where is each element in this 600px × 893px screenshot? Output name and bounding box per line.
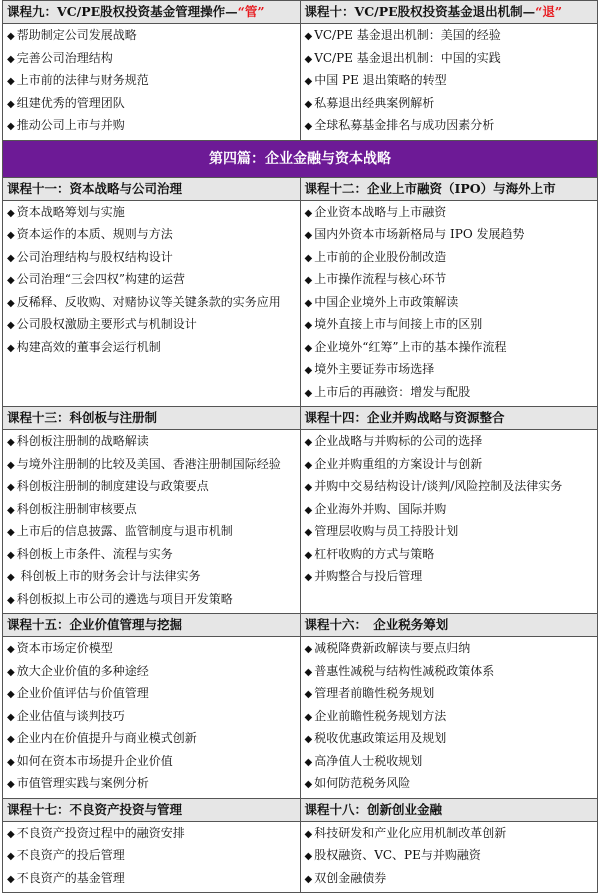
- diamond-bullet-icon: ◆: [304, 252, 313, 264]
- course-16: [300, 614, 598, 799]
- course-item-text: 如何防范税务风险: [314, 776, 411, 790]
- course-row-4: [3, 614, 598, 799]
- diamond-bullet-icon: ◆: [7, 121, 15, 132]
- course-item-text: 企业内在价值提升与商业模式创新: [16, 731, 197, 745]
- course-item-text: 科创板拟上市公司的遴选与项目开发策略: [16, 591, 233, 606]
- course-item-text: 科技研发和产业化应用机制改革创新: [314, 825, 507, 840]
- diamond-bullet-icon: ◆: [7, 873, 15, 885]
- course-item: [305, 661, 595, 684]
- course-item-text: 不良资产投资过程中的融资安排: [16, 825, 185, 840]
- diamond-bullet-icon: ◆: [7, 76, 15, 87]
- course-item: [7, 224, 297, 247]
- course-item-text: 中国 PE 退出策略的转型: [314, 73, 447, 87]
- course-item-text: 企业资本战略与上市融资: [314, 204, 447, 219]
- course-17-items: [3, 822, 300, 893]
- course-item-text: 上市后的信息披露、监管制度与退市机制: [16, 524, 233, 538]
- course-9-title-quote: “管”: [237, 4, 265, 19]
- course-15-title: 课程十五：企业价值管理与挖掘: [3, 614, 300, 637]
- diamond-bullet-icon: ◆: [304, 437, 313, 448]
- course-10-title: [301, 1, 598, 24]
- course-item-text: 杠杆收购的方式与策略: [314, 546, 435, 561]
- course-item: [7, 589, 297, 612]
- course-item-text: 与境外注册制的比较及美国、香港注册制国际经验: [16, 456, 281, 471]
- course-item-text: 推动公司上市与并购: [16, 118, 125, 132]
- diamond-bullet-icon: ◆: [304, 297, 313, 309]
- course-item: [305, 247, 595, 270]
- diamond-bullet-icon: ◆: [304, 53, 313, 65]
- course-item-text: 企业海外并购、国际并购: [314, 501, 447, 516]
- diamond-bullet-icon: ◆: [304, 828, 313, 840]
- diamond-bullet-icon: ◆: [7, 711, 15, 723]
- course-item-text: 上市后的再融资：增发与配股: [314, 384, 471, 399]
- course-item-text: 构建高效的董事会运行机制: [16, 339, 161, 354]
- course-item: [305, 566, 595, 589]
- diamond-bullet-icon: ◆: [304, 734, 313, 745]
- part-banner-row: [3, 140, 598, 177]
- course-item: [305, 224, 595, 247]
- course-item: [7, 706, 297, 729]
- diamond-bullet-icon: ◆: [7, 851, 15, 862]
- course-15-items: [3, 637, 300, 798]
- diamond-bullet-icon: ◆: [304, 756, 313, 768]
- course-10: [300, 1, 598, 141]
- course-item: [305, 638, 595, 661]
- course-item: [7, 823, 297, 846]
- diamond-bullet-icon: ◆: [7, 252, 15, 264]
- course-item: [305, 48, 595, 71]
- diamond-bullet-icon: ◆: [304, 873, 313, 885]
- course-9-title: [3, 1, 300, 24]
- course-item-text: 双创金融债券: [314, 870, 387, 885]
- diamond-bullet-icon: ◆: [7, 594, 15, 606]
- course-9: [3, 1, 301, 141]
- diamond-bullet-icon: ◆: [7, 644, 15, 655]
- course-item-text: 资本市场定价模型: [16, 641, 113, 655]
- diamond-bullet-icon: ◆: [7, 549, 15, 561]
- course-item-text: 科创板注册制的战略解读: [16, 434, 149, 448]
- course-item: [305, 359, 595, 382]
- diamond-bullet-icon: ◆: [304, 572, 313, 583]
- course-item: [7, 431, 297, 454]
- course-11-title: 课程十一：资本战略与公司治理: [3, 178, 300, 201]
- course-item: [305, 337, 595, 360]
- course-item-text: 上市前的企业股份制改造: [314, 249, 447, 264]
- course-item-text: 境外直接上市与间接上市的区别: [314, 317, 483, 331]
- course-item-text: 中国企业境外上市政策解读: [314, 294, 459, 309]
- course-12-title: 课程十二：企业上市融资（IPO）与海外上市: [301, 178, 598, 201]
- diamond-bullet-icon: ◆: [7, 666, 15, 678]
- diamond-bullet-icon: ◆: [7, 297, 15, 309]
- course-item: [305, 314, 595, 337]
- part-four-banner: 第四篇：企业金融与资本战略: [3, 140, 598, 177]
- course-11-items: [3, 201, 300, 362]
- course-item-text: 企业境外“红筹”上市的基本操作流程: [314, 339, 507, 354]
- course-17: [3, 798, 301, 893]
- course-item: [305, 93, 595, 116]
- course-item: [7, 566, 297, 589]
- diamond-bullet-icon: ◆: [7, 342, 15, 354]
- course-11: [3, 177, 301, 407]
- course-14-items: [301, 430, 598, 591]
- course-item: [305, 202, 595, 225]
- course-item: [7, 314, 297, 337]
- course-item-text: 组建优秀的管理团队: [16, 95, 125, 110]
- diamond-bullet-icon: ◆: [7, 756, 15, 768]
- course-catalog-page: [2, 0, 598, 893]
- course-item: [305, 476, 595, 499]
- course-item: [7, 476, 297, 499]
- course-item: [305, 773, 595, 796]
- course-item-text: 公司治理结构与股权结构设计: [16, 249, 173, 264]
- course-item-text: 市值管理实践与案例分析: [16, 776, 149, 790]
- course-12: [300, 177, 598, 407]
- diamond-bullet-icon: ◆: [304, 121, 313, 132]
- diamond-bullet-icon: ◆: [7, 459, 15, 471]
- course-item: [7, 661, 297, 684]
- course-row-3: [3, 407, 598, 614]
- course-9-items: [3, 24, 300, 140]
- diamond-bullet-icon: ◆: [304, 98, 313, 110]
- diamond-bullet-icon: ◆: [304, 365, 313, 376]
- course-item: [305, 751, 595, 774]
- course-item-text: 上市操作流程与核心环节: [314, 272, 447, 286]
- course-row-1: [3, 1, 598, 141]
- course-item: [305, 683, 595, 706]
- course-item: [7, 773, 297, 796]
- course-item: [305, 868, 595, 891]
- course-item-text: 资本运作的本质、规则与方法: [16, 227, 173, 241]
- course-10-title-text: 课程十：VC/PE股权投资基金退出机制—: [304, 4, 536, 19]
- course-item-text: 资本战略筹划与实施: [16, 204, 125, 219]
- course-item-text: 全球私募基金排名与成功因素分析: [314, 118, 495, 132]
- diamond-bullet-icon: ◆: [7, 230, 15, 241]
- course-item-text: 企业战略与并购标的公司的选择: [314, 434, 483, 448]
- course-item-text: 私募退出经典案例解析: [314, 95, 435, 110]
- diamond-bullet-icon: ◆: [304, 482, 313, 493]
- course-item-text: 管理层收购与员工持股计划: [314, 524, 459, 538]
- diamond-bullet-icon: ◆: [304, 504, 313, 516]
- diamond-bullet-icon: ◆: [7, 572, 15, 583]
- course-item: [7, 202, 297, 225]
- course-14: [300, 407, 598, 614]
- course-item: [7, 499, 297, 522]
- course-item-text: 不良资产的投后管理: [16, 848, 125, 862]
- course-item: [7, 70, 297, 93]
- course-item-text: 境外主要证券市场选择: [314, 362, 435, 376]
- diamond-bullet-icon: ◆: [7, 779, 15, 790]
- course-item: [305, 544, 595, 567]
- course-item-text: 科创板注册制的制度建设与政策要点: [16, 479, 209, 493]
- course-item-text: 管理者前瞻性税务规划: [314, 686, 435, 700]
- diamond-bullet-icon: ◆: [304, 711, 313, 723]
- diamond-bullet-icon: ◆: [7, 527, 15, 538]
- diamond-bullet-icon: ◆: [7, 828, 15, 840]
- course-item-text: 企业并购重组的方案设计与创新: [314, 456, 483, 471]
- course-item: [305, 499, 595, 522]
- course-13-items: [3, 430, 300, 613]
- course-item: [7, 845, 297, 868]
- course-item-text: 企业估值与谈判技巧: [16, 708, 125, 723]
- course-15: [3, 614, 301, 799]
- diamond-bullet-icon: ◆: [304, 207, 313, 219]
- diamond-bullet-icon: ◆: [7, 53, 15, 65]
- course-13-title: 课程十三：科创板与注册制: [3, 407, 300, 430]
- diamond-bullet-icon: ◆: [304, 342, 313, 354]
- diamond-bullet-icon: ◆: [7, 275, 15, 286]
- course-item-text: 并购整合与投后管理: [314, 569, 423, 583]
- course-item-text: 股权融资、VC、PE与并购融资: [314, 848, 481, 862]
- course-item: [7, 25, 297, 48]
- course-item: [7, 48, 297, 71]
- course-item: [305, 706, 595, 729]
- course-item-text: 企业价值评估与价值管理: [16, 686, 149, 700]
- diamond-bullet-icon: ◆: [304, 666, 313, 678]
- course-item: [305, 845, 595, 868]
- course-table: [2, 0, 598, 893]
- course-10-items: [301, 24, 598, 140]
- course-item-text: 减税降费新政解读与要点归纳: [314, 641, 471, 655]
- course-item: [305, 521, 595, 544]
- course-item-text: 普惠性减税与结构性减税政策体系: [314, 663, 495, 678]
- diamond-bullet-icon: ◆: [304, 31, 313, 42]
- diamond-bullet-icon: ◆: [304, 527, 313, 538]
- course-item-text: 完善公司治理结构: [16, 50, 113, 65]
- course-item: [7, 728, 297, 751]
- course-item-text: 企业前瞻性税务规划方法: [314, 708, 447, 723]
- course-item-text: 并购中交易结构设计/谈判/风险控制及法律实务: [314, 479, 563, 493]
- course-item: [305, 269, 595, 292]
- diamond-bullet-icon: ◆: [7, 504, 15, 516]
- course-row-2: [3, 177, 598, 407]
- course-item-text: VC/PE 基金退出机制：中国的实践: [314, 50, 501, 65]
- course-item-text: 如何在资本市场提升企业价值: [16, 753, 173, 768]
- course-item-text: 高净值人士税收规划: [314, 753, 423, 768]
- course-item: [7, 269, 297, 292]
- diamond-bullet-icon: ◆: [304, 76, 313, 87]
- course-item: [7, 247, 297, 270]
- course-item: [7, 521, 297, 544]
- course-item-text: 国内外资本市场新格局与 IPO 发展趋势: [314, 227, 525, 241]
- course-item: [305, 70, 595, 93]
- diamond-bullet-icon: ◆: [7, 320, 15, 331]
- diamond-bullet-icon: ◆: [7, 689, 15, 700]
- course-18-items: [301, 822, 598, 893]
- course-item: [305, 454, 595, 477]
- course-item: [305, 431, 595, 454]
- course-12-items: [301, 201, 598, 407]
- course-17-title: 课程十七：不良资产投资与管理: [3, 799, 300, 822]
- diamond-bullet-icon: ◆: [7, 482, 15, 493]
- course-item-text: 科创板上市条件、流程与实务: [16, 546, 173, 561]
- diamond-bullet-icon: ◆: [304, 230, 313, 241]
- diamond-bullet-icon: ◆: [304, 275, 313, 286]
- course-item: [305, 292, 595, 315]
- course-item-text: 不良资产的基金管理: [16, 870, 125, 885]
- course-row-5: [3, 798, 598, 893]
- course-item: [305, 728, 595, 751]
- course-13: [3, 407, 301, 614]
- diamond-bullet-icon: ◆: [304, 644, 313, 655]
- diamond-bullet-icon: ◆: [7, 437, 15, 448]
- course-item: [7, 544, 297, 567]
- diamond-bullet-icon: ◆: [7, 98, 15, 110]
- diamond-bullet-icon: ◆: [7, 31, 15, 42]
- course-item: [7, 93, 297, 116]
- diamond-bullet-icon: ◆: [304, 549, 313, 561]
- course-item-text: 上市前的法律与财务规范: [16, 73, 149, 87]
- course-item: [7, 638, 297, 661]
- course-item: [305, 823, 595, 846]
- course-item-text: 公司股权激励主要形式与机制设计: [16, 317, 197, 331]
- course-item: [7, 115, 297, 138]
- diamond-bullet-icon: ◆: [304, 689, 313, 700]
- diamond-bullet-icon: ◆: [304, 320, 313, 331]
- course-item-text: 帮助制定公司发展战略: [16, 28, 137, 42]
- course-16-title: 课程十六： 企业税务筹划: [301, 614, 598, 637]
- course-item-text: 反稀释、反收购、对赌协议等关键条款的实务应用: [16, 294, 281, 309]
- course-item: [7, 683, 297, 706]
- diamond-bullet-icon: ◆: [304, 387, 313, 399]
- course-item: [7, 868, 297, 891]
- course-18-title: 课程十八：创新创业金融: [301, 799, 598, 822]
- diamond-bullet-icon: ◆: [304, 459, 313, 471]
- course-10-title-quote: “退”: [535, 4, 563, 19]
- diamond-bullet-icon: ◆: [7, 207, 15, 219]
- course-16-items: [301, 637, 598, 798]
- course-item: [7, 337, 297, 360]
- course-item: [7, 454, 297, 477]
- course-18: [300, 798, 598, 893]
- diamond-bullet-icon: ◆: [304, 779, 313, 790]
- course-item-text: 科创板上市的财务会计与法律实务: [16, 569, 201, 583]
- course-item: [7, 751, 297, 774]
- course-item-text: 公司治理“三会四权”构建的运营: [16, 272, 185, 286]
- course-14-title: 课程十四：企业并购战略与资源整合: [301, 407, 598, 430]
- course-item: [305, 382, 595, 405]
- diamond-bullet-icon: ◆: [304, 851, 313, 862]
- course-item: [305, 115, 595, 138]
- course-item-text: 科创板注册制审核要点: [16, 501, 137, 516]
- course-item: [7, 292, 297, 315]
- course-item-text: 放大企业价值的多种途经: [16, 663, 149, 678]
- diamond-bullet-icon: ◆: [7, 734, 15, 745]
- course-item-text: VC/PE 基金退出机制：美国的经验: [314, 28, 501, 42]
- course-item: [305, 25, 595, 48]
- course-item-text: 税收优惠政策运用及规划: [314, 731, 447, 745]
- course-9-title-text: 课程九：VC/PE股权投资基金管理操作—: [7, 4, 238, 19]
